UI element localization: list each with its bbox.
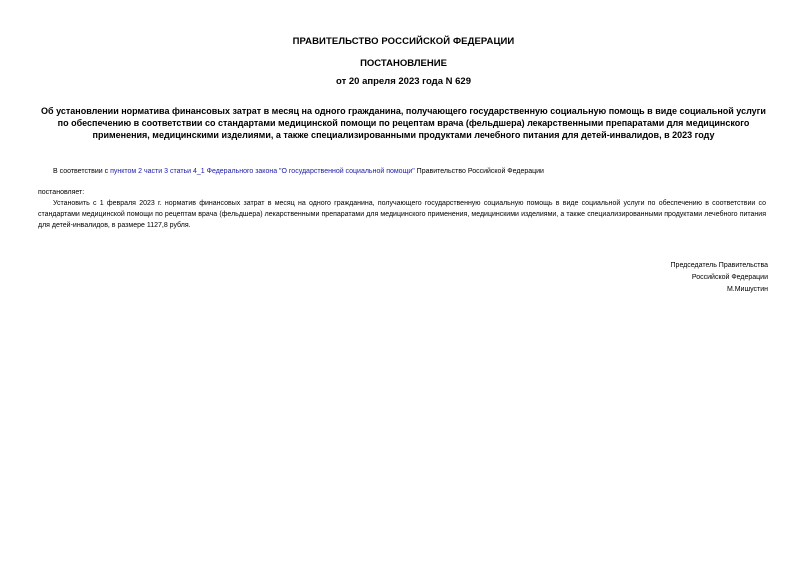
decree-word: постановляет: bbox=[38, 189, 85, 196]
decree-body-paragraph: Установить с 1 февраля 2023 г. норматив финансовых затрат в месяц на одного гражданина, получающего государственную социальную помощь в виде социальной услуги по обеспечению в соответствии со стандартами медицинской помощи по рецептам врача (фельдшера) лекарственными препаратами для медицинского применения, медицинскими изделиями, а также специализированными продуктами лечебного питания для детей-инвалидов, в размере 1127,8 рубля. bbox=[38, 200, 766, 229]
preamble-paragraph bbox=[53, 167, 768, 177]
document-type-heading: ПОСТАНОВЛЕНИЕ bbox=[360, 58, 447, 69]
document-title: Об установлении норматива финансовых затрат в месяц на одного гражданина, получающего государственную социальную помощь в виде социальной услуги по обеспечению в соответствии со стандартами медицинской помощи по рецептам врача (фельдшера) лекарственными препаратами для медицинского применения, медицинскими изделиями, а также специализированными продуктами лечебного питания для детей-инвалидов, в 2023 году bbox=[41, 106, 766, 140]
signature-block bbox=[671, 260, 768, 296]
signature-position-line2: Российской Федерации bbox=[691, 274, 768, 281]
signature-position-line1: Председатель Правительства bbox=[670, 262, 768, 269]
signature-name: М.Мишустин bbox=[726, 286, 768, 293]
law-reference-link[interactable]: пунктом 2 части 3 статьи 4_1 Федерального закона "О государственной социальной помощи" bbox=[110, 168, 415, 175]
preamble-prefix: В соответствии с bbox=[53, 168, 111, 175]
document-date-number: от 20 апреля 2023 года N 629 bbox=[336, 76, 471, 87]
government-heading: ПРАВИТЕЛЬСТВО РОССИЙСКОЙ ФЕДЕРАЦИИ bbox=[292, 36, 515, 47]
preamble-suffix: Правительство Российской Федерации bbox=[414, 168, 544, 175]
